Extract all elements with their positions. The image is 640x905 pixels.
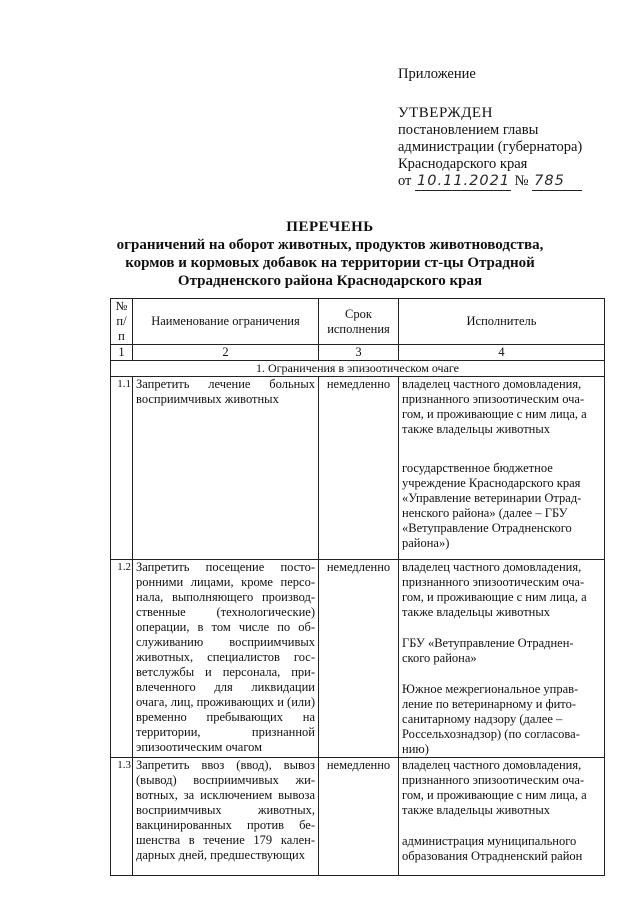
- executor-text: владелец частного домовладения, признанного эпизоотическим оча-гом, и проживающие с ним лица, а также владельцы животных: [402, 758, 587, 817]
- executor-text: Южное межрегиональное управ-ление по ветеринарному и фито-санитарному надзору (далее – Россельхознадзор) (по согласова-нию): [402, 682, 580, 756]
- row-term: немедленно: [319, 377, 399, 560]
- number-prefix: №: [514, 173, 529, 189]
- executor-text: владелец частного домовладения, признанного эпизоотическим оча-гом, и проживающие с ним лица, а также владельцы животных: [402, 377, 587, 436]
- handwritten-date: 10.11.2021: [417, 173, 511, 189]
- row-restriction: Запретить ввоз (ввод), вывоз (вывод) восприимчивых жи-вотных, за исключением вывоза восприимчивых животных, вакцинированных против бе-шенства в течение 179 кален-дарных дней, предшествующих: [133, 758, 319, 876]
- approval-line: администрации (губернатора): [398, 139, 583, 155]
- document-title: [60, 218, 600, 290]
- row-restriction: Запретить посещение посто-ронними лицами, кроме персо-нала, выполняющего производ-ственные (технологические) операции, в том числе по об-служиванию восприимчивых животных, специалистов гос-ветслужбы и персонала, при-влеченного для ликвидации очага, лиц, проживающих и (или) временно пребывающих на территории, признанной эпизоотическим очагом: [133, 560, 319, 758]
- column-number: 3: [319, 345, 399, 361]
- column-number: 1: [111, 345, 133, 361]
- row-number: 1.3: [111, 758, 133, 876]
- header-restriction: Наименование ограничения: [133, 299, 319, 345]
- table-header-row: [111, 299, 605, 345]
- row-term: немедленно: [319, 560, 399, 758]
- appendix-label: Приложение: [398, 66, 476, 82]
- column-number: 2: [133, 345, 319, 361]
- header-num: № п/п: [111, 299, 133, 345]
- approval-line: Краснодарского края: [398, 156, 528, 172]
- table-row: [111, 758, 605, 876]
- approved-label: УТВЕРЖДЕН: [398, 105, 493, 121]
- row-executors: [399, 377, 605, 560]
- section-title: 1. Ограничения в эпизоотическом очаге: [111, 361, 605, 377]
- row-term: немедленно: [319, 758, 399, 876]
- approval-block: [398, 66, 630, 191]
- column-number: 4: [399, 345, 605, 361]
- restrictions-table: [110, 298, 605, 876]
- title-line: кормов и кормовых добавок на территории ст-цы Отрадной: [125, 255, 535, 271]
- executor-text: государственное бюджетное учреждение Краснодарского края «Управление ветеринарии Отрад-ненского района» (далее – ГБУ «Ветуправление Отрадненского района»): [402, 461, 582, 550]
- executor-text: ГБУ «Ветуправление Отраднен-ского района»: [402, 636, 574, 665]
- table-row: [111, 560, 605, 758]
- title-heading: ПЕРЕЧЕНЬ: [286, 219, 374, 235]
- title-line: ограничений на оборот животных, продуктов животноводства,: [116, 237, 544, 253]
- header-executor: Исполнитель: [399, 299, 605, 345]
- date-prefix: от: [398, 173, 412, 189]
- executor-text: администрация муниципального образования Отрадненский район: [402, 834, 583, 863]
- row-executors: [399, 758, 605, 876]
- title-line: Отрадненского района Краснодарского края: [177, 273, 483, 289]
- approval-line: постановлением главы: [398, 122, 539, 138]
- executor-text: владелец частного домовладения, признанного эпизоотическим оча-гом, и проживающие с ним лица, а также владельцы животных: [402, 560, 587, 619]
- handwritten-number: 785: [532, 173, 582, 191]
- decree-date-line: [398, 173, 630, 191]
- column-number-row: [111, 345, 605, 361]
- row-executors: [399, 560, 605, 758]
- section-row: [111, 361, 605, 377]
- table-row: [111, 377, 605, 560]
- row-number: 1.2: [111, 560, 133, 758]
- row-number: 1.1: [111, 377, 133, 560]
- row-restriction: Запретить лечение больных восприимчивых животных: [133, 377, 319, 560]
- header-term: Срок исполнения: [319, 299, 399, 345]
